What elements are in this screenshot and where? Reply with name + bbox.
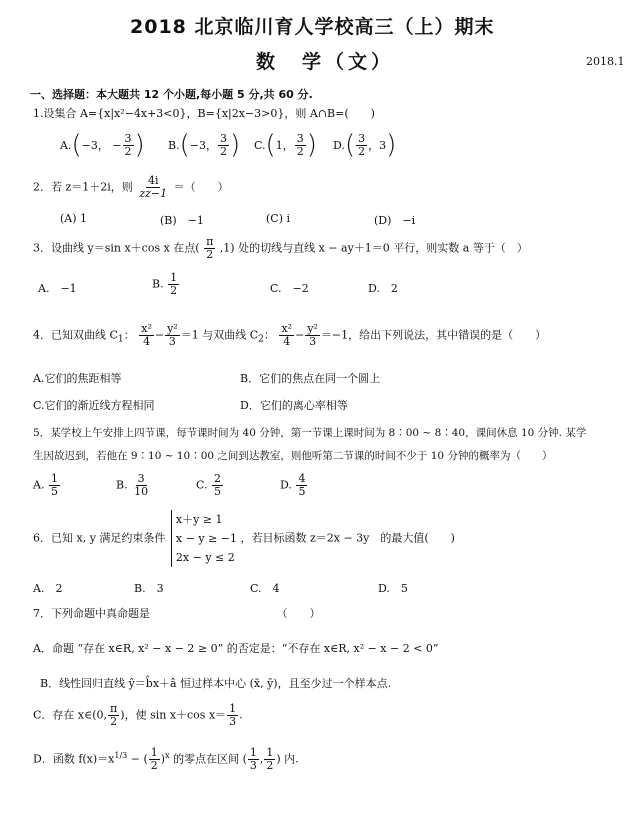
question-5-option-a: A. $\frac{1}{5}$ [33,472,58,498]
question-5-line-2: 生因故迟到，若他在 9∶10 ~ 10∶00 之间到达教室，则他听第二节课的时间不少于 10 分钟的概率为（ ） [33,450,553,462]
section-heading: 一、选择题：本大题共 12 个小题,每小题 5 分,共 60 分. [30,88,313,101]
question-6-stem: 6．已知 x, y 满足约束条件 x＋y ≥ 1 x − y ≥ −1 2x − y ≤ 2 ，若目标函数 z＝2x − 3y 的最大值( ) [33,510,455,567]
page-subtitle: 数 学（文） [256,51,395,73]
question-7-option-b: B．线性回归直线 ŷ＝b̂x＋â 恒过样本中心 (x̄, ȳ)，且至少过一个样本点. [40,677,392,690]
question-6-option-c: C. 4 [250,582,280,595]
question-6-option-a: A. 2 [33,582,63,595]
question-2-stem: 2．若 z＝1＋2i，则 $\frac{4i}{zz-1}$ ＝（ ） [33,174,229,200]
question-4-option-c: C.它们的渐近线方程相同 [33,399,155,412]
question-7-option-d: D．函数 $f(x)=x^{1/3}$ − ( $\frac{1}{2}$ )$^x$ 的零点在区间 ( $\frac{1}{3}$ , $\frac{1}{2}$ ) 内. [33,746,299,772]
exam-date: 2018.1 [586,55,625,68]
question-5-option-d: D. $\frac{4}{5}$ [280,472,306,498]
question-7-stem: 7．下列命题中真命题是 （ ） [33,607,321,620]
question-3-stem: 3．设曲线 y＝sin x＋cos x 在点( $\frac{\pi}{2}$ ,1) 处的切线与直线 x − ay＋1＝0 平行，则实数 a 等于（ ） [33,235,528,261]
question-1-option-c: C. ( 1， $\frac{3}{2}$ ) [254,130,317,160]
question-7-option-c: C．存在 x∈(0, $\frac{\pi}{2}$ )，使 sin x＋cos x＝ $\frac{1}{3}$ . [33,702,243,728]
question-2-option-d: (D) −i [374,214,416,227]
question-6-option-d: D. 5 [378,582,408,595]
question-4-option-d: D．它们的离心率相等 [240,399,348,412]
question-3-option-b: B. $\frac{1}{2}$ [152,271,178,297]
question-7-option-a: A．命题 “存在 x∈R, x² − x − 2 ≥ 0” 的否定是：“不存在 x∈R, x² − x − 2 < 0” [33,642,439,655]
constraint-system: x＋y ≥ 1 x − y ≥ −1 2x − y ≤ 2 [171,510,237,567]
question-1-option-d: D. ( $\frac{3}{2}$ ，3 ) [333,130,397,160]
question-1-option-a: A. ( −3， − $\frac{3}{2}$ ) [60,130,145,160]
question-4-stem: 4．已知双曲线 $C_1$： $\frac{\text{x²}}{4}$ − $\frac{\text{y²}}{3}$ ＝1 与双曲线 $C_2$： $\frac{\text{x²}}{4}$ − $\frac{\text{y²}}{3}$ ＝−1，给出下列说法，其中错误的是（ ） [33,322,547,348]
question-5-option-b: B. $\frac{3}{10}$ [116,472,149,498]
question-2-option-c: (C) i [266,212,291,225]
question-3-option-d: D. 2 [368,282,398,295]
question-4-option-a: A.它们的焦距相等 [33,372,122,385]
question-2-option-b: (B) −1 [160,214,204,227]
question-1-option-b: B. ( −3， $\frac{3}{2}$ ) [168,130,241,160]
question-1-options [60,132,145,158]
question-3-option-c: C. −2 [270,282,309,295]
question-5-option-c: C. $\frac{2}{5}$ [196,472,222,498]
question-5-line-1: 5．某学校上午安排上四节课，每节课时间为 40 分钟，第一节课上课时间为 8∶00 ~ 8∶40，课间休息 10 分钟. 某学 [33,427,587,439]
question-2-option-a: (A) 1 [60,212,88,225]
question-3-option-a: A. −1 [38,282,77,295]
question-4-option-b: B．它们的焦点在同一个圆上 [240,372,381,385]
page-title: 2018 北京临川育人学校高三（上）期末 [130,16,495,38]
question-1-stem: 1.设集合 A={x|x²−4x+3<0}，B={x|2x−3>0}，则 A∩B=( ) [33,107,375,120]
question-6-option-b: B. 3 [134,582,164,595]
